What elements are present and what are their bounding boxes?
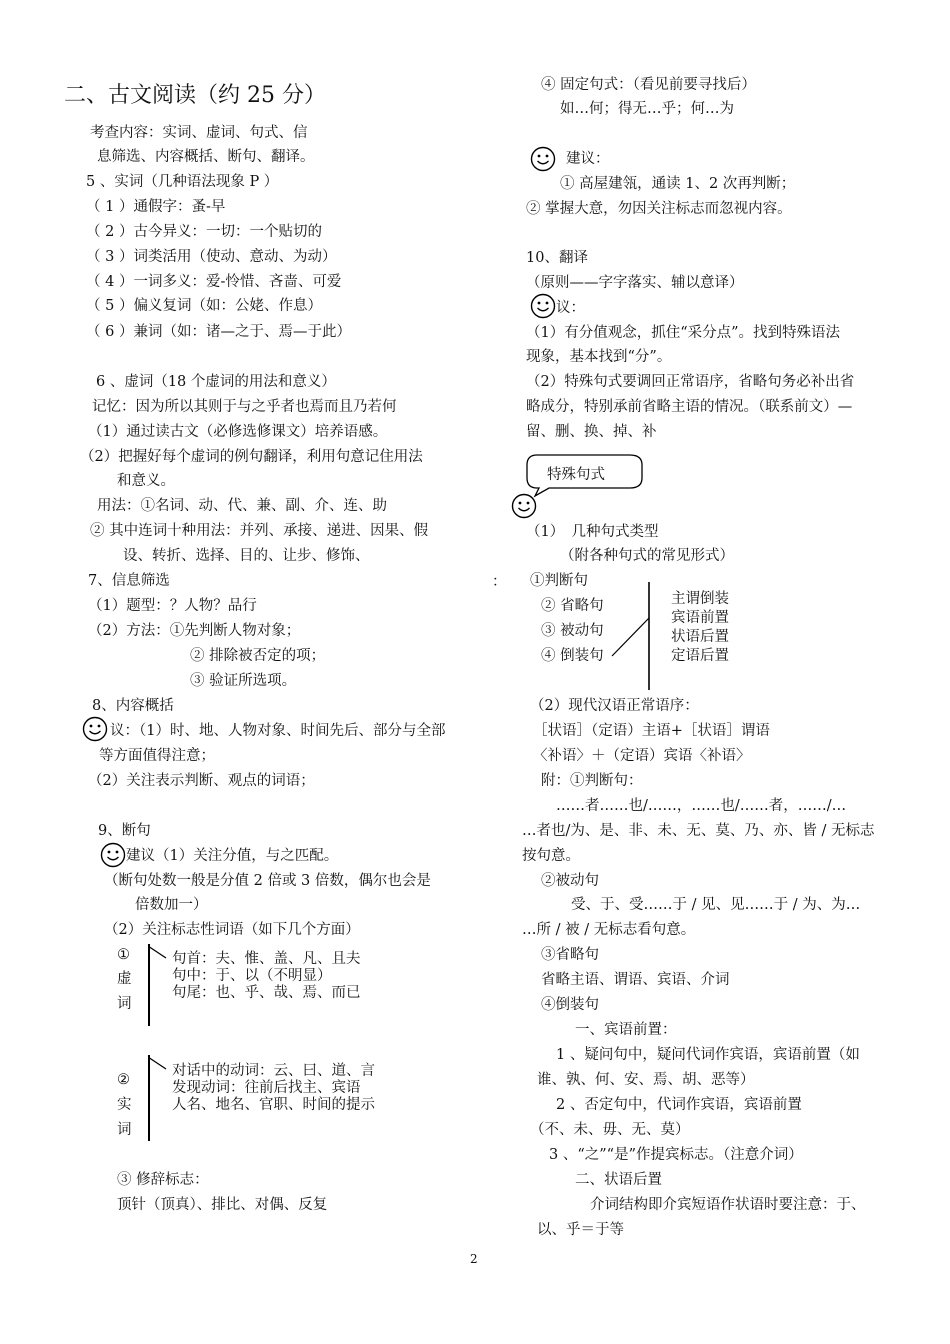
- smiley-icon: [100, 842, 126, 868]
- object-front-line: 1 、疑问句中，疑问代词作宾语，宾语前置（如: [556, 1047, 860, 1063]
- s5-heading: 5 、实词（几种语法现象 P ）: [86, 174, 279, 190]
- xu-item: 句中：于、以（不明显）: [172, 968, 332, 984]
- s9-line: 建议（1）关注分值，与之匹配。: [126, 848, 339, 864]
- s6-line: （2）把握好每个虚词的例句翻译，利用句意记住用法: [80, 449, 423, 465]
- sentence-type: ④ 倒装句: [541, 648, 604, 664]
- appendix-line: ……者……也/……，……也/……者，……/…: [556, 798, 847, 814]
- page-number: 2: [470, 1252, 478, 1266]
- smiley-icon: [511, 493, 537, 519]
- s6-line: ② 其中连词十种用法：并列、承接、递进、因果、假: [90, 523, 429, 539]
- s5-item: （ 5 ）偏义复词（如：公姥、作息）: [86, 298, 322, 314]
- omission-line: 省略主语、谓语、宾语、介词: [541, 972, 730, 988]
- s8-line: 等方面值得注意；: [99, 748, 215, 764]
- advice-line: ② 掌握大意，勿因关注标志而忽视内容。: [526, 201, 792, 217]
- smiley-icon: [82, 716, 108, 742]
- rhetoric-heading: ③ 修辞标志：: [117, 1172, 209, 1188]
- order-line: 〈补语〉＋（定语）宾语〈补语〉: [533, 748, 751, 764]
- s7-heading: 7、信息筛选: [88, 573, 170, 589]
- s9-line: （2）关注标志性词语（如下几个方面）: [104, 922, 360, 938]
- s9-line: （断句处数一般是分值 2 倍或 3 倍数，偶尔也会是: [104, 873, 431, 889]
- s7-line: （2）方法：①先判断人物对象；: [88, 623, 301, 639]
- inversion-type: 定语后置: [671, 648, 729, 664]
- colon-mark: ：: [492, 574, 507, 590]
- object-front-heading: 一、宾语前置：: [575, 1022, 677, 1038]
- s5-item: （ 6 ）兼词（如：诸—之于、焉—于此）: [86, 324, 351, 340]
- s6-heading: 6 、虚词（18 个虚词的用法和意义）: [96, 374, 336, 390]
- s9-heading: 9、断句: [98, 823, 151, 839]
- intro-line-1: 考查内容：实词、虚词、句式、信: [90, 125, 308, 141]
- shi-label: 实: [117, 1097, 132, 1113]
- s10-principle: （原则——字字落实、辅以意译）: [526, 275, 744, 291]
- object-front-line: 2 、否定句中，代词作宾语，宾语前置: [556, 1097, 802, 1113]
- order-heading: （2）现代汉语正常语序：: [530, 698, 699, 714]
- section-title: 二、古文阅读（约 25 分）: [64, 83, 326, 108]
- shi-item: 对话中的动词：云、曰、道、言: [172, 1063, 375, 1079]
- xu-label: 虚: [117, 971, 132, 987]
- sentence-type: ③ 被动句: [541, 623, 604, 639]
- xu-label: ①: [117, 947, 130, 963]
- xu-label: 词: [117, 996, 132, 1012]
- bubble-text: 特殊句式: [547, 467, 605, 483]
- advice-heading: 建议：: [566, 151, 610, 167]
- s10-line: 留、删、换、掉、补: [526, 424, 657, 440]
- s6-line: 用法：①名词、动、代、兼、副、介、连、助: [97, 498, 387, 514]
- fixed-heading: ④ 固定句式：（看见前要寻找后）: [541, 77, 756, 93]
- xu-item: 句首：夫、惟、盖、凡、且夫: [172, 951, 361, 967]
- object-front-line: （不、未、毋、无、莫）: [530, 1122, 690, 1138]
- passive-heading: ②被动句: [541, 873, 599, 889]
- object-front-line: 3 、“之”“是”作提宾标志。（注意介词）: [549, 1147, 803, 1163]
- s7-line: ② 排除被否定的项；: [190, 648, 326, 664]
- s10-line: （2）特殊句式要调回正常语序，省略句务必补出省: [526, 374, 855, 390]
- s10-advice: 议：: [556, 300, 585, 316]
- shi-connector: [148, 1055, 168, 1075]
- sentence-type: ② 省略句: [541, 598, 604, 614]
- adverbial-heading: 二、状语后置: [575, 1172, 662, 1188]
- omission-heading: ③省略句: [541, 947, 599, 963]
- sentence-type: ①判断句: [530, 573, 588, 589]
- s6-line: 记忆：因为所以其则于与之乎者也焉而且乃若何: [92, 399, 397, 415]
- inversion-type: 状语后置: [671, 629, 729, 645]
- adverbial-line: 介词结构即介宾短语作状语时要注意：于、: [590, 1197, 866, 1213]
- s8-line: 议：（1）时、地、人物对象、时间先后、部分与全部: [110, 723, 446, 739]
- shi-item: 发现动词：往前后找主、宾语: [172, 1080, 361, 1096]
- s10-heading: 10、翻译: [526, 250, 588, 266]
- s5-item: （ 4 ）一词多义：爱-怜惜、吝啬、可爱: [86, 274, 342, 290]
- inversion-type: 宾语前置: [671, 610, 729, 626]
- appendix-line: …者也/为、是、非、未、无、莫、乃、亦、皆 / 无标志: [522, 823, 875, 839]
- smiley-icon: [530, 293, 556, 319]
- shi-label: ②: [117, 1072, 130, 1088]
- object-front-line: 谁、孰、何、安、焉、胡、恶等）: [537, 1072, 755, 1088]
- fixed-line: 如…何；得无…乎；何…为: [560, 101, 734, 117]
- shi-label: 词: [117, 1122, 132, 1138]
- inversion-heading: ④倒装句: [541, 997, 599, 1013]
- intro-line-2: 息筛选、内容概括、断句、翻译。: [97, 149, 315, 165]
- types-subheading: （附各种句式的常见形式）: [560, 548, 734, 564]
- appendix-line: 按句意。: [522, 848, 580, 864]
- s7-line: （1）题型：？人物？品行: [88, 598, 257, 614]
- passive-line: 受、于、受……于 / 见、见……于 / 为、为…: [571, 897, 861, 913]
- passive-line: …所 / 被 / 无标志看句意。: [522, 922, 696, 938]
- s8-line: （2）关注表示判断、观点的词语；: [88, 773, 315, 789]
- xu-item: 句尾：也、乎、哉、焉、而已: [172, 985, 361, 1001]
- xu-connector: [148, 944, 168, 964]
- s10-line: （1）有分值观念，抓住“采分点”。找到特殊语法: [526, 325, 841, 341]
- order-line: ［状语］（定语）主语+［状语］谓语: [533, 723, 770, 739]
- s7-line: ③ 验证所选项。: [190, 673, 297, 689]
- types-heading: （1） 几种句式类型: [526, 524, 659, 540]
- advice-line: ① 高屋建瓴，通读 1、2 次再判断；: [560, 176, 796, 192]
- rhetoric-line: 顶针（顶真）、排比、对偶、反复: [117, 1197, 328, 1213]
- s5-item: （ 1 ）通假字：蚤-早: [86, 199, 226, 215]
- s8-heading: 8、内容概括: [92, 698, 174, 714]
- s6-line: 和意义。: [117, 473, 175, 489]
- types-connector: [600, 580, 660, 692]
- s9-line: 倍数加一）: [135, 897, 208, 913]
- s6-line: 设、转折、选择、目的、让步、修饰、: [123, 548, 370, 564]
- adverbial-line: 以、乎＝于等: [537, 1222, 624, 1238]
- shi-item: 人名、地名、官职、时间的提示: [172, 1097, 375, 1113]
- s6-line: （1）通过读古文（必修选修课文）培养语感。: [88, 424, 388, 440]
- appendix-heading: 附：①判断句：: [541, 773, 643, 789]
- s5-item: （ 3 ）词类活用（使动、意动、为动）: [86, 249, 337, 265]
- s10-line: 略成分，特别承前省略主语的情况。（联系前文）—: [526, 399, 853, 415]
- s5-item: （ 2 ）古今异义：一切：一个贴切的: [86, 224, 322, 240]
- inversion-type: 主谓倒装: [671, 591, 729, 607]
- s10-line: 现象，基本找到“分”。: [526, 349, 672, 365]
- smiley-icon: [530, 146, 556, 172]
